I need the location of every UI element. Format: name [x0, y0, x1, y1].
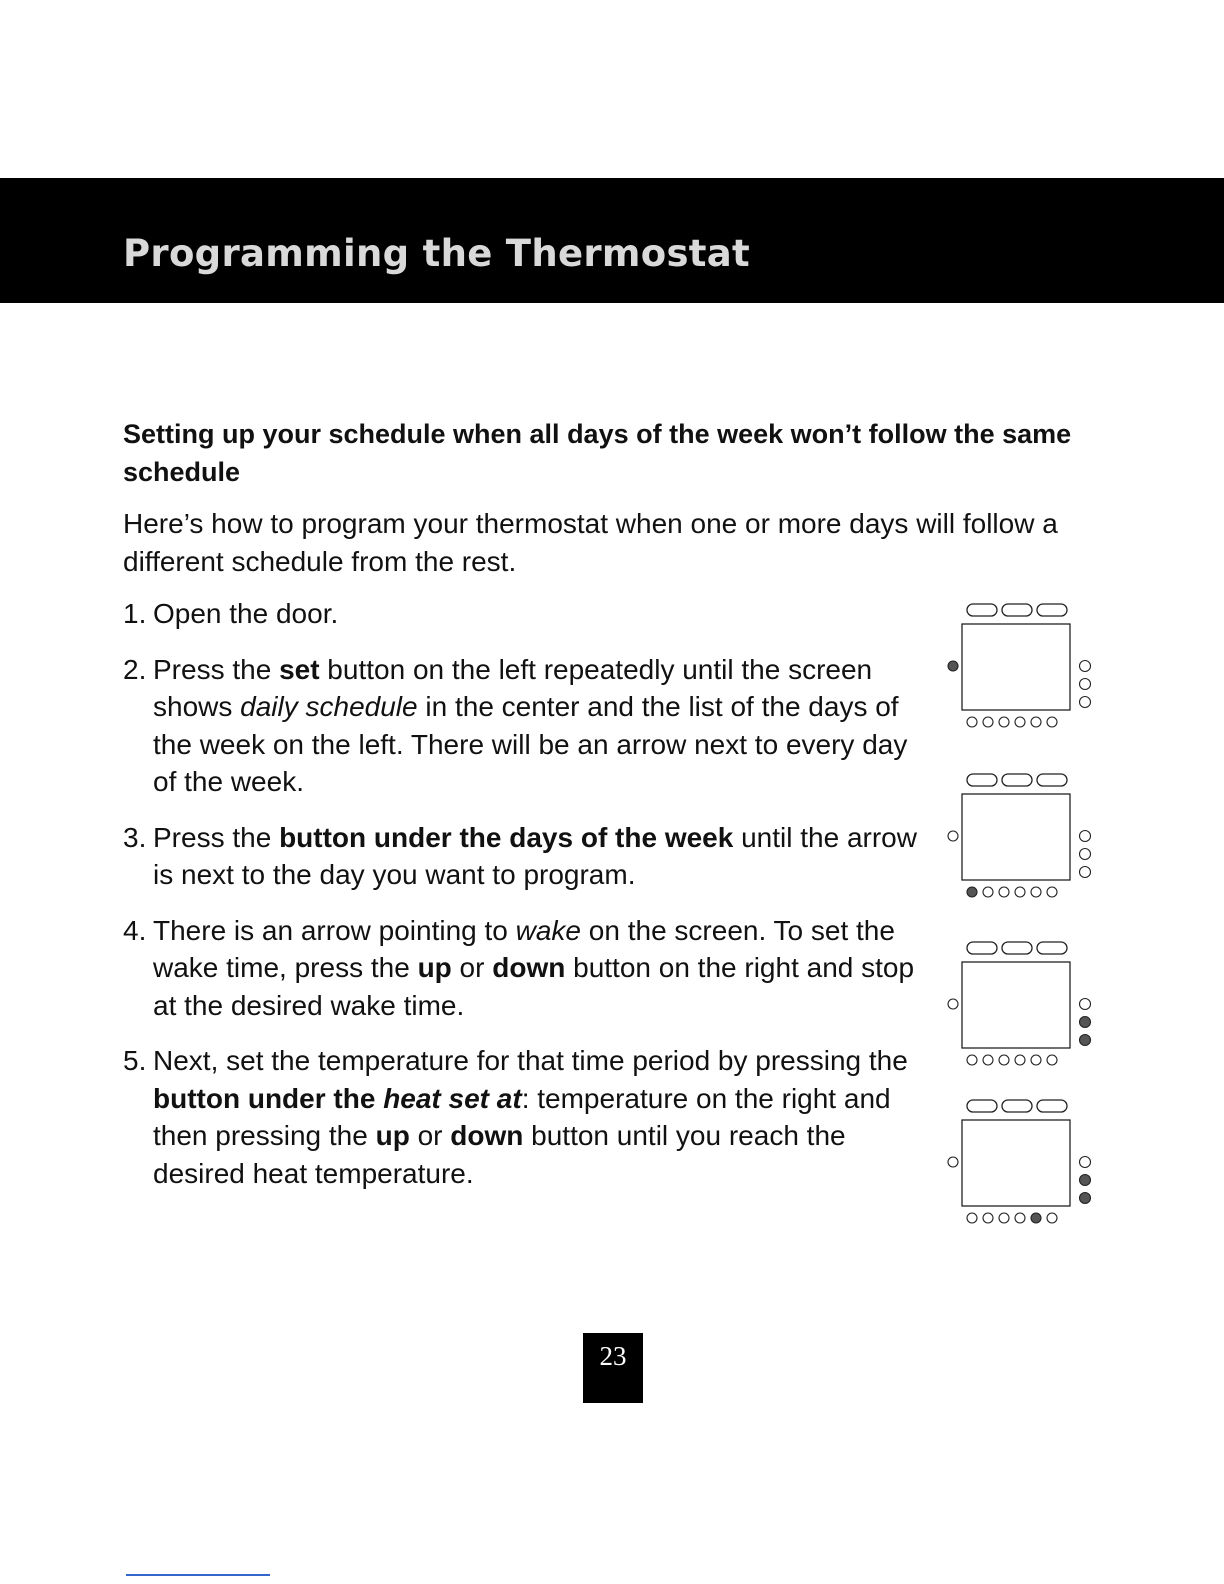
- top-button: [1037, 774, 1067, 786]
- page-number: 23: [599, 1341, 627, 1371]
- thermostat-screen: [962, 1120, 1070, 1206]
- right-side-button: [1080, 661, 1091, 672]
- step-number: 5.: [123, 1045, 147, 1076]
- right-side-button: [1080, 1017, 1091, 1028]
- left-set-button: [948, 661, 958, 671]
- bottom-day-button: [1015, 1213, 1025, 1223]
- right-side-button: [1080, 679, 1091, 690]
- step-text-bold: down: [450, 1120, 524, 1151]
- top-button: [967, 942, 997, 954]
- step-text-segment: : temperature on the right and then pressing the: [153, 1082, 891, 1151]
- bottom-day-button: [1031, 1055, 1041, 1065]
- step-text-segment: Next, set the temperature for that time period by pressing the: [153, 1045, 908, 1076]
- step-text: [153, 819, 933, 894]
- step-text: [153, 595, 933, 633]
- thermostat-diagram-svg: [940, 598, 1100, 738]
- bottom-day-button: [983, 887, 993, 897]
- step-text-bold: button under the: [153, 1082, 384, 1114]
- step-text-italic: wake: [515, 914, 582, 946]
- step-number: 4.: [123, 914, 147, 946]
- left-set-button: [948, 831, 958, 841]
- step-text-bold: up: [417, 952, 452, 983]
- step-item: [123, 1042, 933, 1192]
- footer-rule: [126, 1574, 270, 1576]
- bottom-day-button: [983, 1055, 993, 1065]
- step-text-segment: or: [409, 1120, 451, 1151]
- page-title: Programming the Thermostat: [123, 232, 751, 275]
- right-side-button: [1080, 697, 1091, 708]
- bottom-day-button: [983, 1213, 993, 1223]
- section-heading: Setting up your schedule when all days of the week won’t follow the same schedule: [123, 419, 1072, 487]
- thermostat-screen: [962, 624, 1070, 710]
- thermostat-diagram-heat-set: [940, 1094, 1100, 1234]
- bottom-day-button: [967, 717, 977, 727]
- step-item: [123, 595, 933, 633]
- right-side-button: [1080, 1175, 1091, 1186]
- thermostat-diagram-svg: [940, 1094, 1100, 1234]
- bottom-day-button: [1047, 1055, 1057, 1065]
- step-number: 2.: [123, 653, 147, 685]
- step-text-segment: button on the left repeatedly until the screen shows: [153, 653, 873, 722]
- left-set-button: [948, 999, 958, 1009]
- bottom-day-button: [1031, 717, 1041, 727]
- top-button: [1002, 774, 1032, 786]
- step-text-segment: Press the: [153, 821, 280, 853]
- step-text-segment: until the arrow is next to the day you want to program.: [153, 821, 917, 890]
- top-button: [1037, 1100, 1067, 1112]
- step-text-bold: up: [375, 1120, 410, 1151]
- step-text-segment: Press the: [153, 653, 280, 685]
- step-text-bold: button under the days of the week: [279, 821, 734, 853]
- step-text-segment: There is an arrow pointing to: [153, 914, 516, 946]
- top-button: [967, 604, 997, 616]
- intro-paragraph: Here’s how to program your thermostat when one or more days will follow a different schedule from the rest.: [123, 508, 1058, 577]
- bottom-day-button: [983, 717, 993, 727]
- left-set-button: [948, 1157, 958, 1167]
- right-side-button: [1080, 1035, 1091, 1046]
- step-text-segment: Open the door.: [153, 598, 339, 629]
- page-number-box: [583, 1333, 643, 1403]
- thermostat-diagram-up-down: [940, 936, 1100, 1076]
- thermostat-diagram-svg: [940, 768, 1100, 908]
- top-button: [1037, 604, 1067, 616]
- bottom-day-button: [967, 887, 977, 897]
- step-item: [123, 651, 933, 801]
- step-text-segment: on the screen. To set the wake time, press the: [153, 914, 895, 983]
- right-side-button: [1080, 867, 1091, 878]
- step-text-italic: daily schedule: [240, 691, 418, 722]
- bottom-day-button: [999, 1213, 1009, 1223]
- step-text-bold: down: [492, 952, 566, 983]
- thermostat-diagram-svg: [940, 936, 1100, 1076]
- bottom-day-button: [1047, 887, 1057, 897]
- step-text: [153, 912, 933, 1025]
- step-number: 1.: [123, 598, 147, 629]
- bottom-day-button: [1015, 887, 1025, 897]
- step-number: 3.: [123, 821, 147, 853]
- top-button: [1002, 942, 1032, 954]
- bottom-day-button: [967, 1213, 977, 1223]
- bottom-day-button: [999, 717, 1009, 727]
- bottom-day-button: [1031, 887, 1041, 897]
- bottom-day-button: [1015, 1055, 1025, 1065]
- right-side-button: [1080, 1193, 1091, 1204]
- bottom-day-button: [1015, 717, 1025, 727]
- step-text-segment: button on the right and stop at the desired wake time.: [153, 952, 915, 1021]
- steps-list: [123, 595, 933, 1192]
- top-button: [967, 774, 997, 786]
- bottom-day-button: [1047, 1213, 1057, 1223]
- step-text-bold: set: [279, 653, 320, 685]
- thermostat-screen: [962, 794, 1070, 880]
- top-button: [967, 1100, 997, 1112]
- step-text-segment: button until you reach the desired heat temperature.: [153, 1120, 846, 1189]
- bottom-day-button: [967, 1055, 977, 1065]
- thermostat-diagram-set-button: [940, 598, 1100, 738]
- bottom-day-button: [999, 1055, 1009, 1065]
- top-button: [1002, 1100, 1032, 1112]
- top-button: [1002, 604, 1032, 616]
- right-side-button: [1080, 999, 1091, 1010]
- bottom-day-button: [1047, 717, 1057, 727]
- right-side-button: [1080, 849, 1091, 860]
- thermostat-screen: [962, 962, 1070, 1048]
- top-button: [1037, 942, 1067, 954]
- step-text: [153, 651, 933, 801]
- step-text-segment: in the center and the list of the days of the week on the left. There will be an arrow next to every day of the week.: [153, 691, 908, 797]
- right-side-button: [1080, 1157, 1091, 1168]
- step-text-segment: or: [451, 952, 493, 983]
- bottom-day-button: [1031, 1213, 1041, 1223]
- thermostat-diagram-day-button: [940, 768, 1100, 908]
- right-side-button: [1080, 831, 1091, 842]
- step-item: [123, 819, 933, 894]
- bottom-day-button: [999, 887, 1009, 897]
- step-item: [123, 912, 933, 1025]
- step-text-bold-italic: heat set at: [383, 1082, 522, 1114]
- step-text: [153, 1042, 933, 1192]
- title-banner: [0, 178, 1224, 303]
